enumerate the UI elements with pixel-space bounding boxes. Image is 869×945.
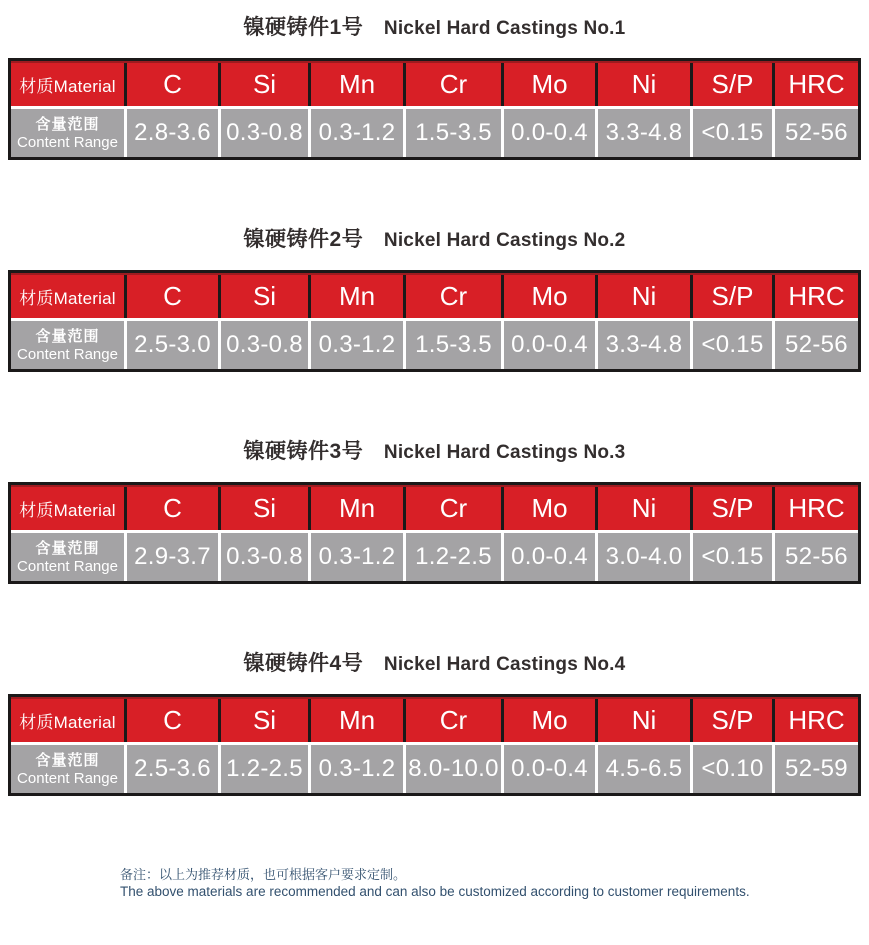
- table-title-3-en: Nickel Hard Castings No.3: [383, 442, 626, 463]
- header-cell-mn: Mn: [308, 699, 403, 742]
- spec-table-4-data-row: [11, 742, 858, 793]
- casting-section-3: [0, 438, 869, 584]
- table-title-1-en: Nickel Hard Castings No.1: [383, 18, 626, 39]
- header-cell-hrc: HRC: [772, 275, 858, 318]
- header-cell-si: Si: [218, 63, 308, 106]
- row-label-en: Content Range: [17, 133, 118, 151]
- value-cell-ni: 3.3-4.8: [595, 321, 690, 369]
- row-label-zh: 含量范围: [35, 115, 100, 133]
- header-cell-hrc: HRC: [772, 63, 858, 106]
- header-cell-sp: S/P: [690, 275, 772, 318]
- row-label-en: Content Range: [17, 345, 118, 363]
- spec-table-2: [8, 270, 861, 372]
- row-label-cell: [11, 109, 124, 157]
- row-label-zh: 含量范围: [35, 539, 100, 557]
- header-cell-sp: S/P: [690, 487, 772, 530]
- value-cell-hrc: 52-56: [772, 109, 858, 157]
- row-label-en: Content Range: [17, 769, 118, 787]
- spec-table-4: [8, 694, 861, 796]
- value-cell-c: 2.5-3.0: [124, 321, 218, 369]
- header-cell-si: Si: [218, 699, 308, 742]
- value-cell-mo: 0.0-0.4: [501, 533, 595, 581]
- header-cell-sp: S/P: [690, 63, 772, 106]
- header-cell-mo: Mo: [501, 275, 595, 318]
- header-cell-sp: S/P: [690, 699, 772, 742]
- spec-table-3-header-row: [11, 485, 858, 530]
- value-cell-mo: 0.0-0.4: [501, 745, 595, 793]
- header-cell-cr: Cr: [403, 275, 501, 318]
- value-cell-c: 2.9-3.7: [124, 533, 218, 581]
- value-cell-hrc: 52-56: [772, 321, 858, 369]
- casting-section-2: [0, 226, 869, 372]
- value-cell-mo: 0.0-0.4: [501, 109, 595, 157]
- value-cell-c: 2.5-3.6: [124, 745, 218, 793]
- value-cell-hrc: 52-59: [772, 745, 858, 793]
- header-cell-cr: Cr: [403, 487, 501, 530]
- footnote: [120, 866, 869, 900]
- table-title-1-zh: 镍硬铸件1号: [243, 16, 364, 39]
- header-cell-mn: Mn: [308, 63, 403, 106]
- value-cell-ni: 3.0-4.0: [595, 533, 690, 581]
- header-cell-mo: Mo: [501, 487, 595, 530]
- header-cell-material: 材质Material: [19, 713, 116, 732]
- table-title-3-zh: 镍硬铸件3号: [243, 440, 364, 463]
- value-cell-cr: 1.5-3.5: [403, 321, 501, 369]
- header-cell-ni: Ni: [595, 63, 690, 106]
- header-cell-si: Si: [218, 487, 308, 530]
- header-cell-mo: Mo: [501, 699, 595, 742]
- spec-table-3-data-row: [11, 530, 858, 581]
- value-cell-c: 2.8-3.6: [124, 109, 218, 157]
- value-cell-sp: <0.15: [690, 109, 772, 157]
- table-title-3: [0, 438, 869, 466]
- header-cell-c: C: [124, 487, 218, 530]
- casting-section-1: [0, 14, 869, 160]
- row-label-zh: 含量范围: [35, 751, 100, 769]
- table-title-4-en: Nickel Hard Castings No.4: [383, 654, 626, 675]
- value-cell-mo: 0.0-0.4: [501, 321, 595, 369]
- spec-table-1: [8, 58, 861, 160]
- footnote-line-zh: 备注：以上为推荐材质，也可根据客户要求定制。: [120, 867, 407, 882]
- value-cell-mn: 0.3-1.2: [308, 109, 403, 157]
- header-cell-mn: Mn: [308, 275, 403, 318]
- row-label-cell: [11, 745, 124, 793]
- spec-table-4-header-row: [11, 697, 858, 742]
- header-cell-material: 材质Material: [19, 77, 116, 96]
- header-cell-c: C: [124, 699, 218, 742]
- value-cell-sp: <0.10: [690, 745, 772, 793]
- value-cell-si: 0.3-0.8: [218, 321, 308, 369]
- header-cell-mn: Mn: [308, 487, 403, 530]
- header-cell-mo: Mo: [501, 63, 595, 106]
- value-cell-mn: 0.3-1.2: [308, 745, 403, 793]
- value-cell-ni: 3.3-4.8: [595, 109, 690, 157]
- header-cell-material: 材质Material: [19, 289, 116, 308]
- value-cell-hrc: 52-56: [772, 533, 858, 581]
- header-cell-material: 材质Material: [19, 501, 116, 520]
- table-title-2-en: Nickel Hard Castings No.2: [383, 230, 626, 251]
- table-title-2: [0, 226, 869, 254]
- row-label-cell: [11, 321, 124, 369]
- table-title-4-zh: 镍硬铸件4号: [243, 652, 364, 675]
- table-title-1: [0, 14, 869, 42]
- spec-table-1-header-row: [11, 61, 858, 106]
- spec-table-1-data-row: [11, 106, 858, 157]
- value-cell-cr: 8.0-10.0: [403, 745, 501, 793]
- spec-table-3: [8, 482, 861, 584]
- value-cell-mn: 0.3-1.2: [308, 321, 403, 369]
- row-label-cell: [11, 533, 124, 581]
- value-cell-cr: 1.5-3.5: [403, 109, 501, 157]
- header-cell-ni: Ni: [595, 275, 690, 318]
- header-cell-ni: Ni: [595, 699, 690, 742]
- header-cell-ni: Ni: [595, 487, 690, 530]
- header-cell-hrc: HRC: [772, 699, 858, 742]
- value-cell-sp: <0.15: [690, 321, 772, 369]
- spec-table-2-data-row: [11, 318, 858, 369]
- row-label-en: Content Range: [17, 557, 118, 575]
- spec-table-2-header-row: [11, 273, 858, 318]
- table-title-2-zh: 镍硬铸件2号: [243, 228, 364, 251]
- row-label-zh: 含量范围: [35, 327, 100, 345]
- value-cell-ni: 4.5-6.5: [595, 745, 690, 793]
- header-cell-c: C: [124, 275, 218, 318]
- header-cell-cr: Cr: [403, 699, 501, 742]
- table-title-4: [0, 650, 869, 678]
- header-cell-si: Si: [218, 275, 308, 318]
- value-cell-sp: <0.15: [690, 533, 772, 581]
- header-cell-c: C: [124, 63, 218, 106]
- header-cell-cr: Cr: [403, 63, 501, 106]
- value-cell-cr: 1.2-2.5: [403, 533, 501, 581]
- value-cell-si: 1.2-2.5: [218, 745, 308, 793]
- value-cell-si: 0.3-0.8: [218, 109, 308, 157]
- value-cell-mn: 0.3-1.2: [308, 533, 403, 581]
- footnote-line-en: The above materials are recommended and can also be customized according to customer requirements.: [120, 884, 750, 899]
- casting-section-4: [0, 650, 869, 796]
- header-cell-hrc: HRC: [772, 487, 858, 530]
- value-cell-si: 0.3-0.8: [218, 533, 308, 581]
